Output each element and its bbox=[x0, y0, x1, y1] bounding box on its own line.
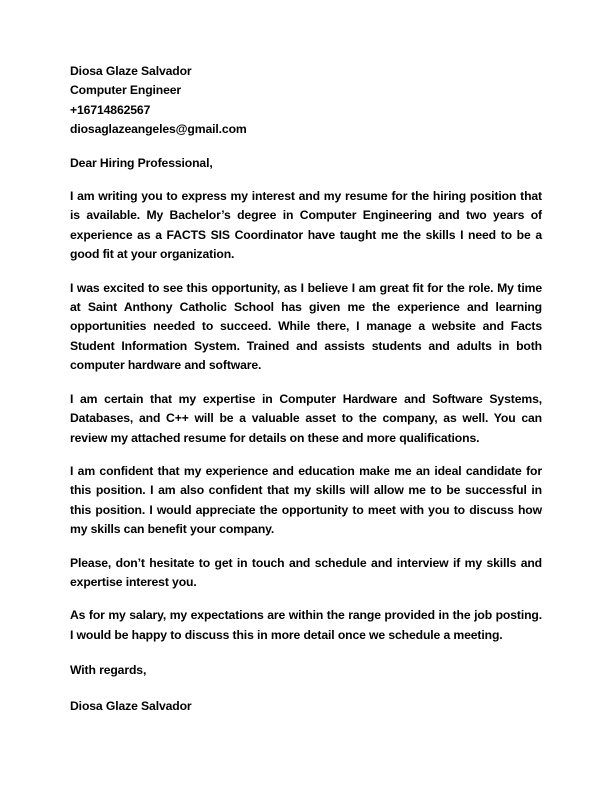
body-paragraph-6: As for my salary, my expectations are within the range provided in the job posting. I would be happy to discuss this in more detail once we schedule a meeting. bbox=[70, 608, 542, 642]
signature-name: Diosa Glaze Salvador bbox=[70, 698, 192, 713]
sender-phone: +16714862567 bbox=[70, 102, 151, 117]
cover-letter-content bbox=[70, 62, 542, 716]
salutation: Dear Hiring Professional, bbox=[70, 155, 213, 170]
sender-address-block bbox=[70, 62, 542, 140]
sender-name: Diosa Glaze Salvador bbox=[70, 64, 192, 78]
body-paragraph-1: I am writing you to express my interest and my resume for the hiring position that is available. My Bachelor’s degree in Computer Engineering and two years of experience as a FACTS SIS Coordinator have taught me the skills I need to be a good fit at your organization. bbox=[70, 189, 542, 262]
body-paragraph-5: Please, don’t hesitate to get in touch and schedule and interview if my skills and expertise interest you. bbox=[70, 555, 542, 589]
sender-job-title: Computer Engineer bbox=[70, 83, 182, 98]
closing-salutation: With regards, bbox=[70, 663, 147, 678]
body-paragraph-3: I am certain that my expertise in Computer Hardware and Software Systems, Databases, and C++ will be a valuable asset to the company, as well. You can review my attached resume for details on these and more qualifications. bbox=[70, 391, 542, 445]
body-paragraph-4: I am confident that my experience and education make me an ideal candidate for this position. I am also confident that my skills will allow me to be successful in this position. I would appreciate the opportunity to meet with you to discuss how my skills can benefit your company. bbox=[70, 463, 542, 537]
body-paragraph-2: I was excited to see this opportunity, as I believe I am great fit for the role. My time at Saint Anthony Catholic School has given me the experience and learning opportunities needed to succeed. While there, I manage a website and Facts Student Information System. Trained and assists students and adults in both computer hardware and software. bbox=[70, 280, 542, 373]
sender-email: diosaglazeangeles@gmail.com bbox=[70, 122, 247, 137]
